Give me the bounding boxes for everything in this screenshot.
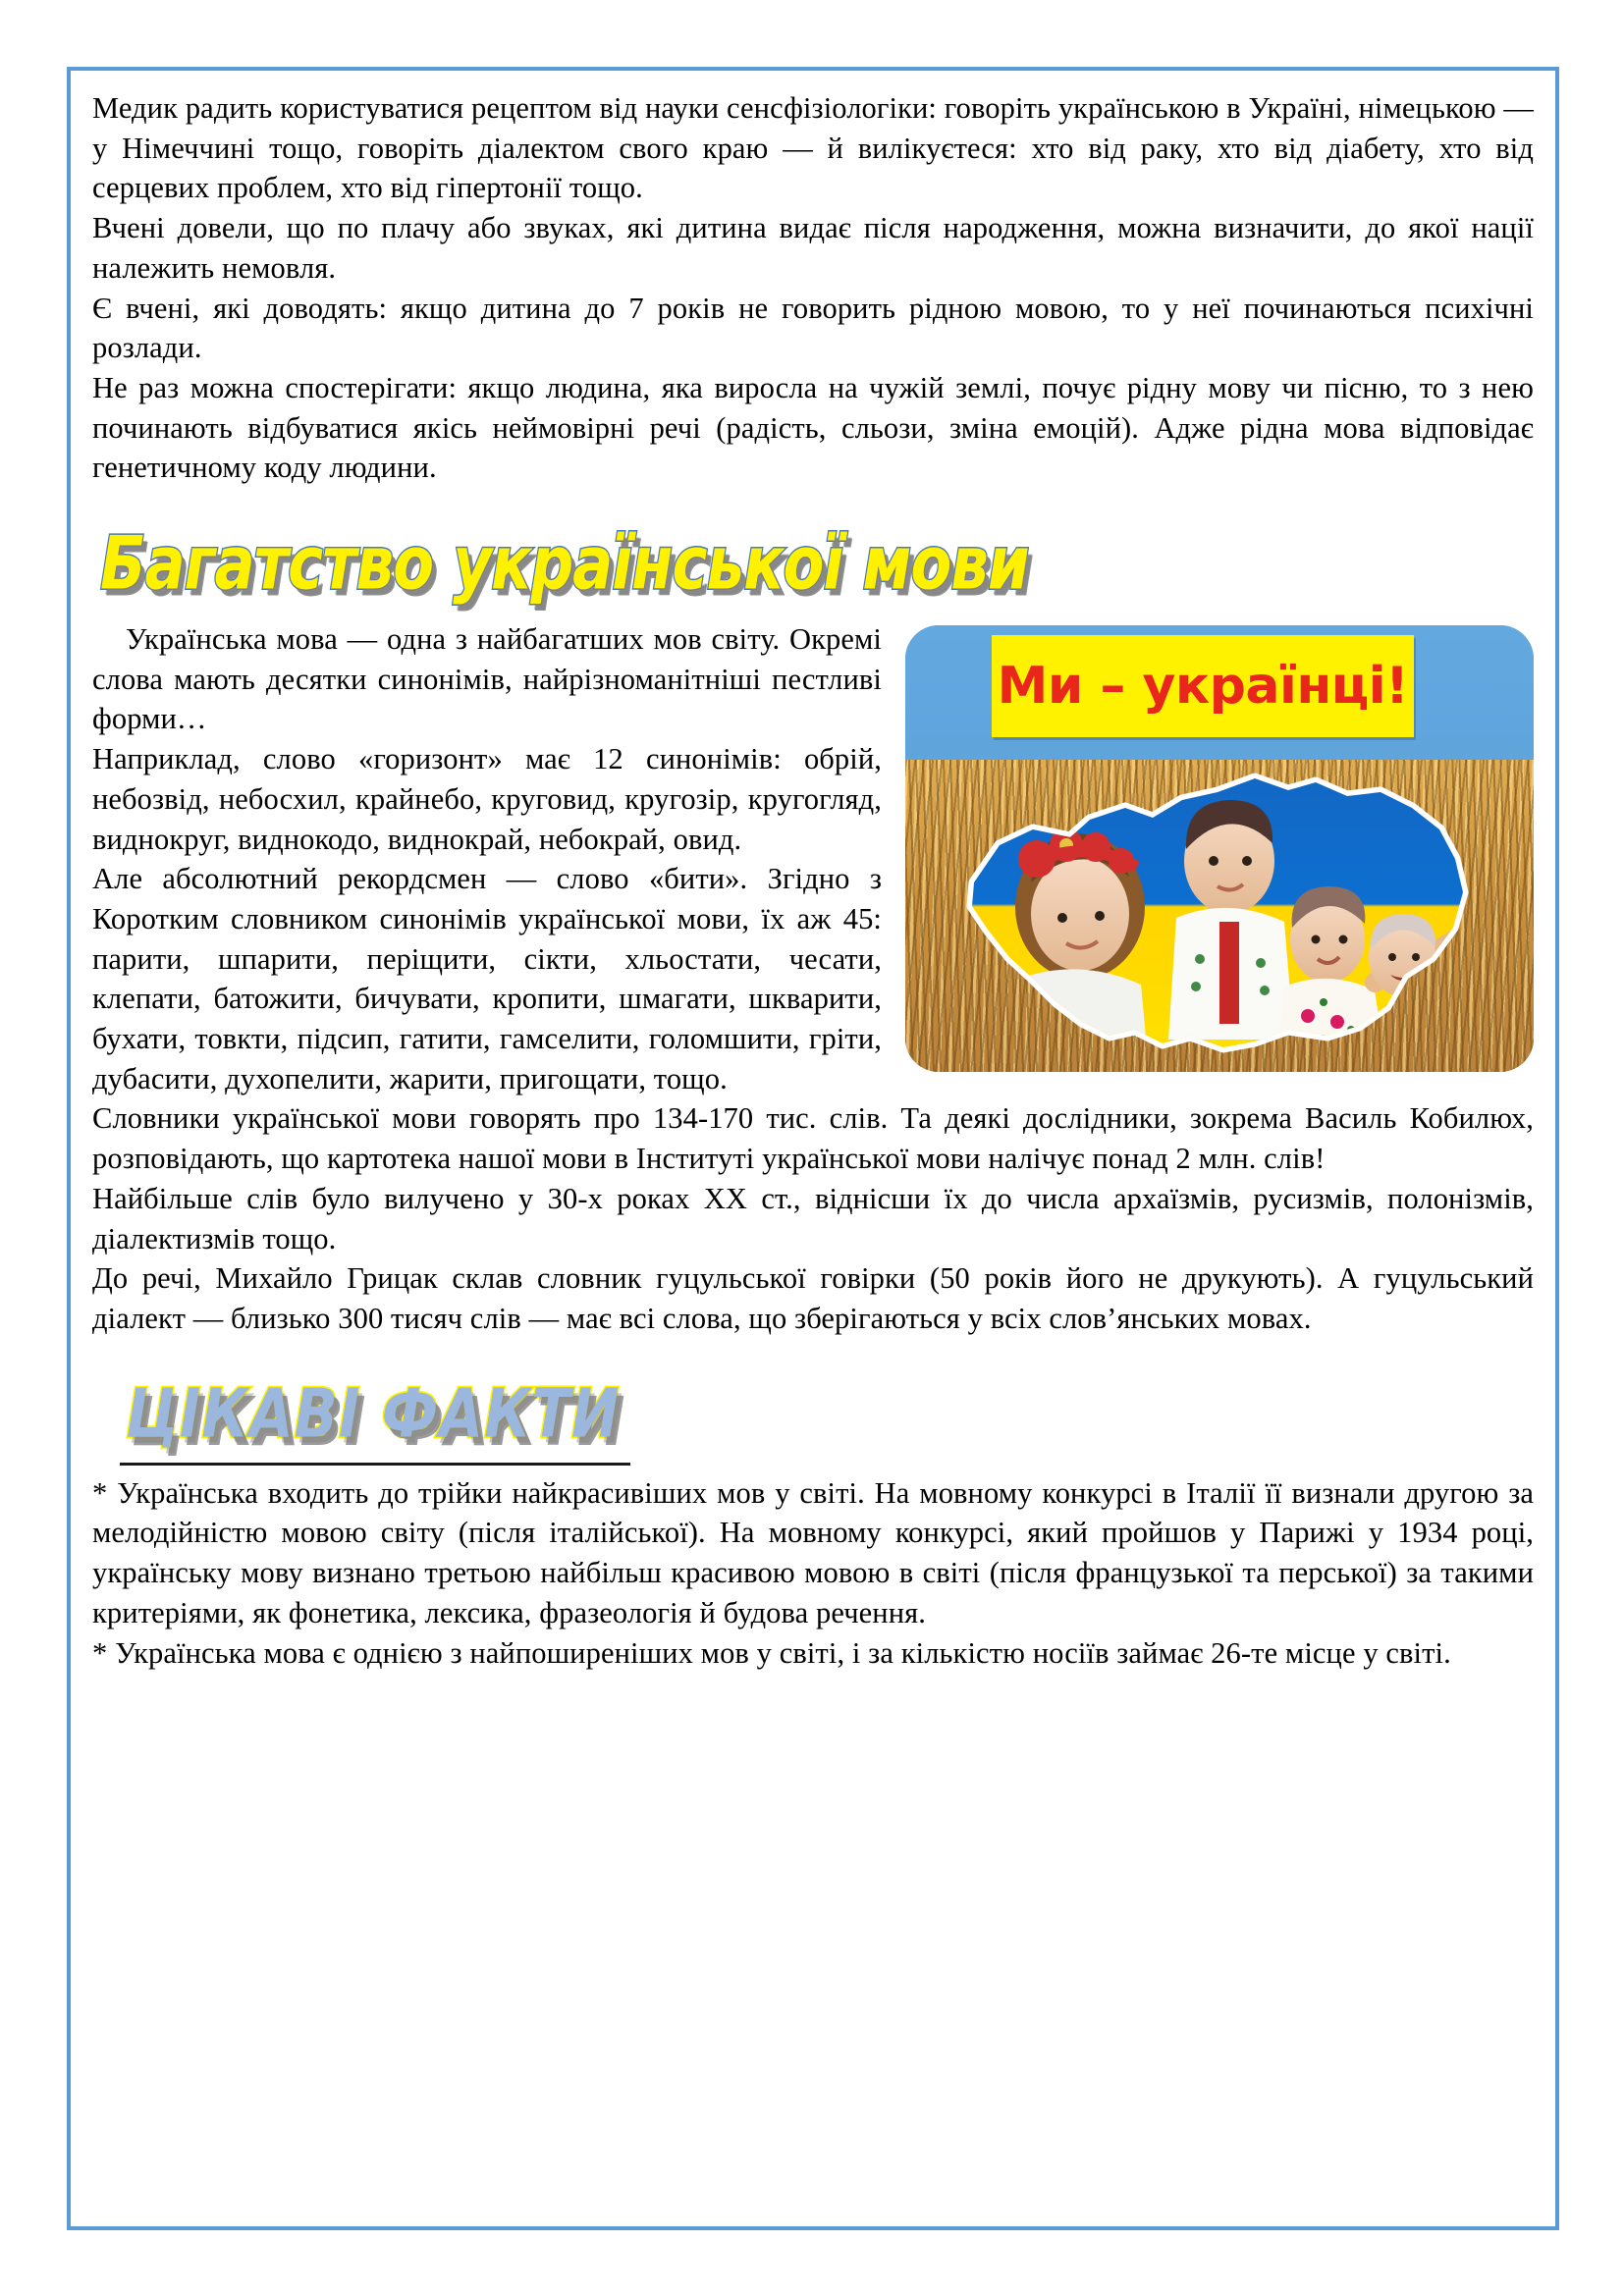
intro-paragraph: Не раз можна спостерігати: якщо людина, яка виросла на чужій землі, почує рідну мову чи пісню, то з нею починають відбуватися якісь неймовірні речі (радість, сльози, зміна емоцій). Адже рідна мова відповідає генетичному коду людини. [92,370,1534,485]
richness-paragraph: Найбільше слів було вилучено у 30-х роках ХХ ст., віднісши їх до числа архаїзмів, русизмів, полонізмів, діалектизмів тощо. [92,1181,1534,1255]
facts-heading-text: ЦІКАВІ ФАКТИ [126,1373,621,1453]
richness-heading-wordart [92,521,1534,615]
page-content [71,71,1555,1673]
poster-figure [905,625,1534,1072]
richness-paragraph: До речі, Михайло Грицак склав словник гуцульської говірки (50 років його не друкують). А гуцульський діалект — близько 300 тисяч слів — має всі слова, що зберігаються у всіх слов’янських мовах. [92,1261,1534,1335]
girl-figure [1013,828,1147,1047]
intro-paragraph: Медик радить користуватися рецептом від науки сенсфізіологіки: говоріть українською в Україні, німецькою — у Німеччині тощо, говоріть діалектом свого краю — й вилікуєтеся: хто від раку, хто від діабету, хто від серцевих проблем, хто від гіпертонії тощо. [92,91,1534,205]
intro-paragraph: Є вчені, які доводять: якщо дитина до 7 років не говорить рідною мовою, то у неї починаються психічні розлади. [92,291,1534,365]
intro-section [92,88,1534,488]
poster-card [905,625,1534,1072]
poster-banner-text: Ми – українці! [997,657,1409,717]
facts-section [92,1473,1534,1674]
facts-divider [120,1463,630,1466]
ukraine-map-icon [943,735,1492,1059]
fact-item: * Українська мова є однією з найпоширеніших мов у світі, і за кількістю носіїв займає 26-те місце у світі. [92,1635,1451,1670]
richness-section [92,619,1534,1339]
facts-heading-wordart [92,1374,1534,1459]
richness-heading-text: Багатство української мови [100,521,1029,607]
richness-paragraph: Українська мова — одна з найбагатших мов світу. Окремі слова мають десятки синонімів, найрізноманітніші пестливі форми… [92,622,882,736]
richness-paragraph: Словники української мови говорять про 134-170 тис. слів. Та деякі дослідники, зокрема Василь Кобилюх, розповідають, що картотека нашої мови в Інституті української мови налічує понад 2 млн. слів! [92,1101,1534,1176]
richness-paragraph: Але абсолютний рекордсмен — слово «бити». Згідно з Коротким словником синонімів української мови, їх аж 45: парити, шпарити, періщити, сікти, хльостати, чесати, клепати, батожити, бичувати, кропити, шмагати, шкварити, бухати, товкти, підсип, гатити, гамселити, голомшити, гріти, дубасити, духопелити, жарити, пригощати, тощо. [92,862,882,1095]
poster-banner [992,635,1414,737]
richness-paragraph: Наприклад, слово «горизонт» має 12 синонімів: обрій, небозвід, небосхил, крайнебо, круговид, кругозір, кругогляд, виднокруг, виднокодо, виднокрай, небокрай, овид. [92,742,882,856]
fact-item: * Українська входить до трійки найкрасивіших мов у світі. На мовному конкурсі в Італії її визнали другою за мелодійністю мовою світу (після італійської). На мовному конкурсі, який пройшов у Парижі у 1934 році, українську мову визнано третьою найбільш красивою мовою в світі (після французької та перської) за такими критеріями, як фонетика, лексика, фразеологія й будова речення. [92,1475,1534,1629]
intro-paragraph: Вчені довели, що по плачу або звуках, які дитина видає після народження, можна визначити, до якої нації належить немовля. [92,211,1534,285]
page-border-frame [67,67,1559,2230]
